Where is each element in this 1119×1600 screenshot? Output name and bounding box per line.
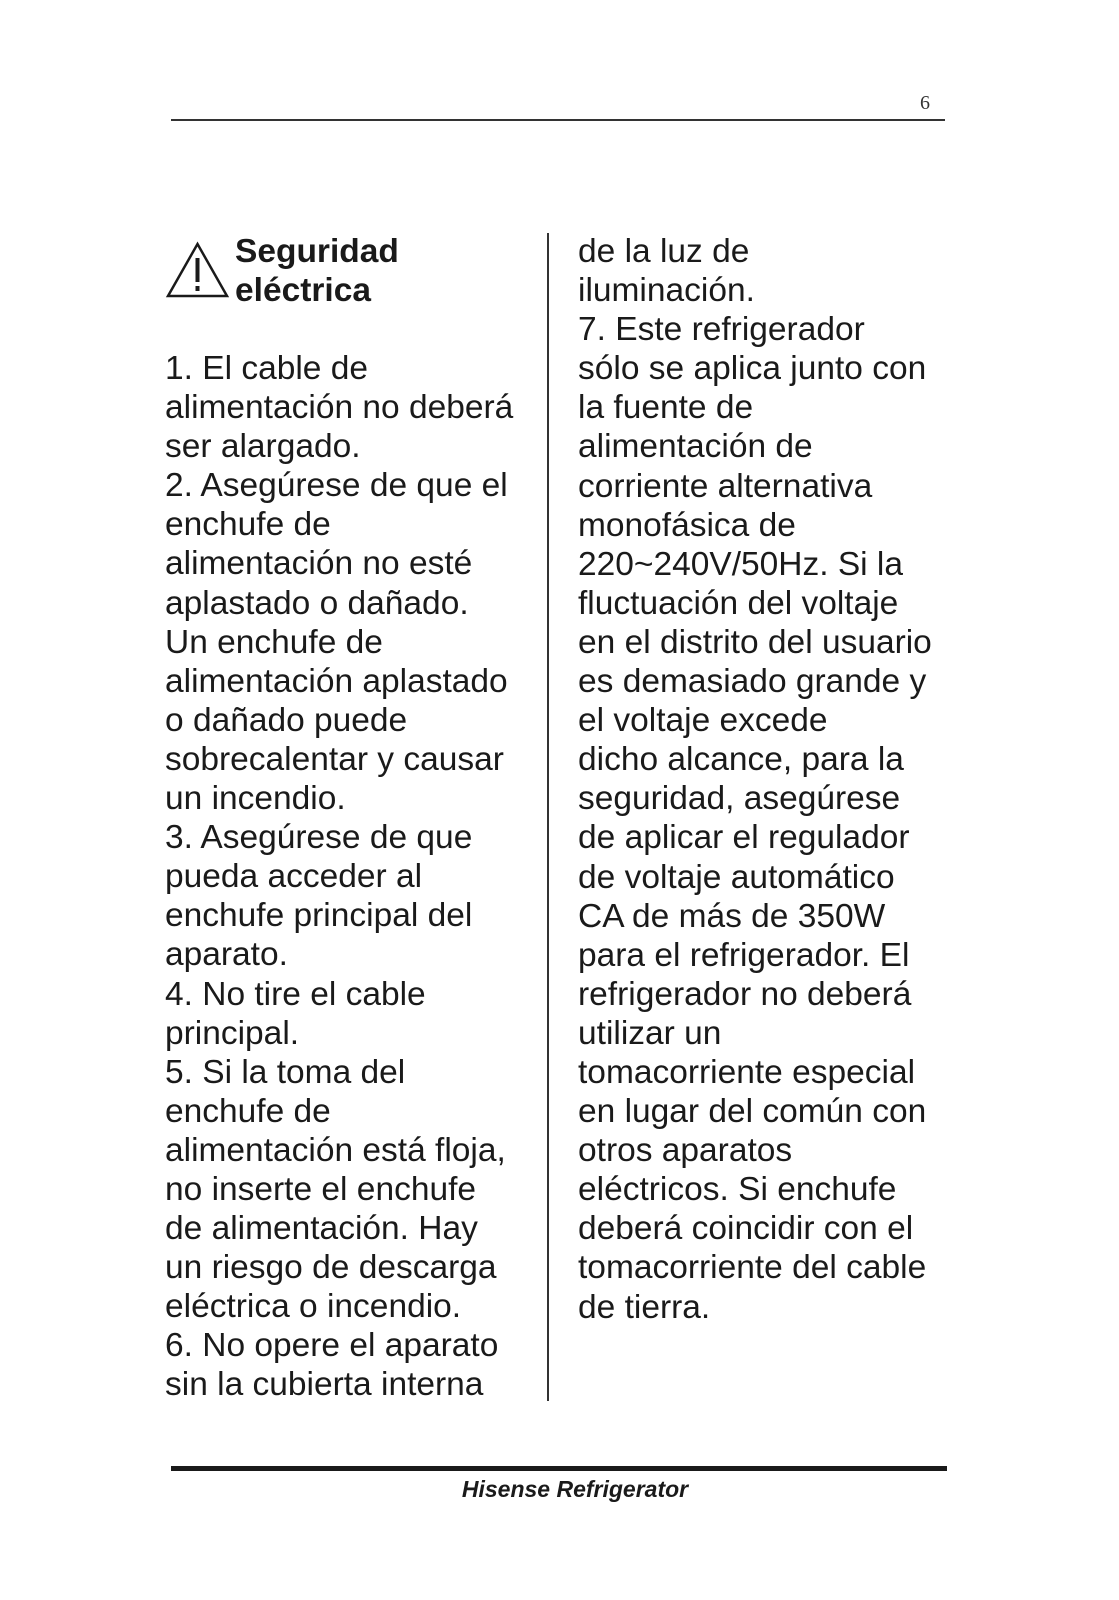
text-line: es demasiado grande y [578,663,927,701]
page-number: 6 [920,92,930,114]
text-line: alimentación no esté [165,545,473,583]
text-line: fluctuación del voltaje [578,584,899,622]
text-line: tomacorriente especial [578,1053,916,1091]
text-line: un incendio. [165,780,346,818]
text-line: en lugar del común con [578,1093,927,1131]
section-heading [165,232,530,310]
text-line: principal. [165,1014,300,1052]
text-line: enchufe de [165,506,331,544]
text-line: eléctricos. Si enchufe [578,1171,897,1209]
text-line: un riesgo de descarga [165,1249,497,1287]
left-column-text [165,349,530,1405]
text-line: alimentación está floja, [165,1131,506,1169]
text-line: CA de más de 350W [578,897,886,935]
text-line: sin la cubierta interna [165,1366,484,1404]
text-line: 6. No opere el aparato [165,1327,499,1365]
warning-triangle-icon [165,241,230,299]
column-divider [547,233,549,1401]
text-line: para el refrigerador. El [578,936,910,974]
text-line: 7. Este refrigerador [578,311,865,349]
text-line: refrigerador no deberá [578,975,912,1013]
text-line: de tierra. [578,1288,711,1326]
text-line: de la luz de [578,233,750,270]
text-line: de aplicar el regulador [578,819,910,857]
text-line: alimentación aplastado [165,662,508,700]
text-line: aparato. [165,936,288,974]
text-line: utilizar un [578,1014,722,1052]
text-line: no inserte el enchufe [165,1170,477,1208]
text-line: 220~240V/50Hz. Si la [578,545,903,583]
text-line: enchufe principal del [165,897,473,935]
text-line: enchufe de [165,1092,331,1130]
text-line: alimentación no deberá [165,389,514,427]
text-line: ser alargado. [165,428,361,466]
section-title-line: Seguridad [235,233,399,270]
footer-rule [171,1466,947,1471]
text-line: seguridad, asegúrese [578,780,901,818]
text-line: 3. Asegúrese de que [165,819,473,857]
text-line: deberá coincidir con el [578,1210,914,1248]
text-line: otros aparatos [578,1132,793,1170]
text-line: dicho alcance, para la [578,741,904,779]
text-line: alimentación de [578,428,813,466]
text-line: eléctrica o incendio. [165,1288,462,1326]
text-line: el voltaje excede [578,702,828,740]
text-line: monofásica de [578,506,796,544]
text-line: sobrecalentar y causar [165,740,504,778]
footer-brand: Hisense Refrigerator [461,1476,689,1502]
text-line: sólo se aplica junto con [578,350,927,388]
right-column [578,232,948,1327]
text-line: 5. Si la toma del [165,1053,406,1091]
text-line: de alimentación. Hay [165,1210,478,1248]
right-column-text [578,232,948,1327]
left-column [165,232,530,1405]
text-line: 1. El cable de [165,350,368,387]
section-title-line: eléctrica [235,272,371,310]
text-line: tomacorriente del cable [578,1249,927,1287]
text-line: 2. Asegúrese de que el [165,467,508,505]
text-line: o dañado puede [165,701,408,739]
text-line: 4. No tire el cable [165,975,426,1013]
text-line: corriente alternativa [578,467,873,505]
text-line: iluminación. [578,272,755,310]
header-rule [171,119,945,121]
text-line: aplastado o dañado. [165,584,469,622]
text-line: en el distrito del usuario [578,623,932,661]
section-title [235,232,399,310]
text-line: la fuente de [578,389,754,427]
text-line: de voltaje automático [578,858,895,896]
text-line: pueda acceder al [165,858,423,896]
text-line: Un enchufe de [165,623,383,661]
